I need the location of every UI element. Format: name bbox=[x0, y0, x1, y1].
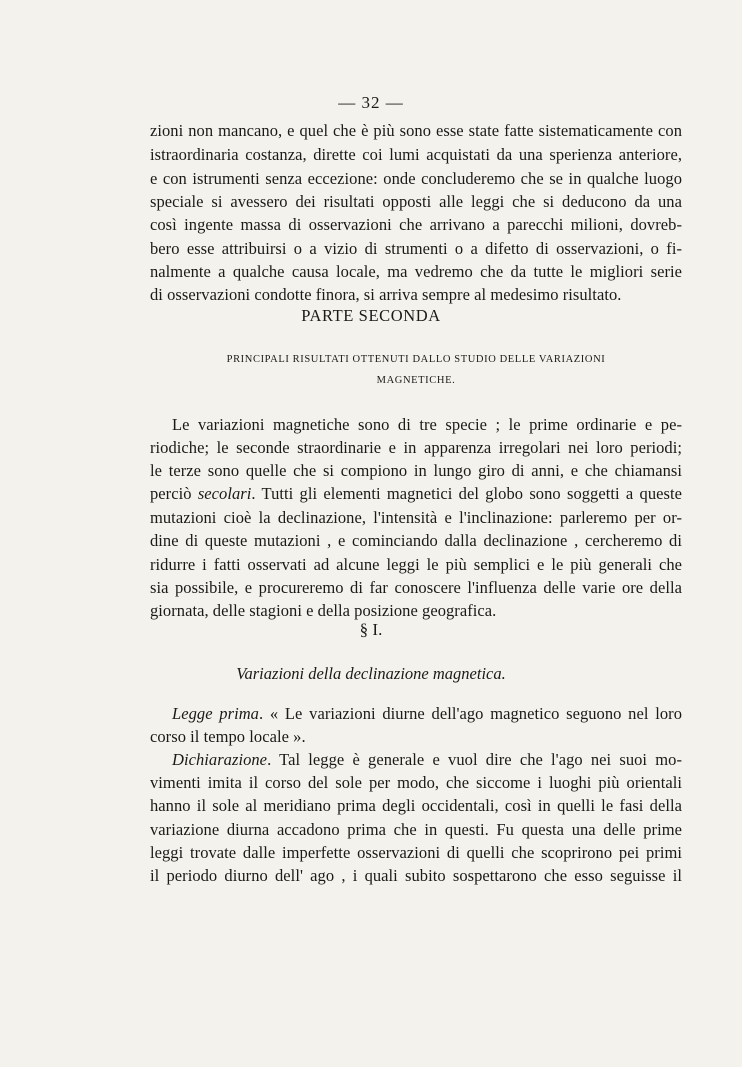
text-line: Le variazioni magnetiche sono di tre specie ; le prime ordinarie e pe- bbox=[172, 415, 682, 434]
text-line: ridurre i fatti osservati ad alcune leggi le più semplici e le più generali che bbox=[150, 555, 682, 574]
text-line: hanno il sole al meridiano prima degli occidentali, così in quelli le fasi della bbox=[150, 796, 682, 815]
text-line: le terze sono quelle che si compiono in lungo giro di anni, e che chiamansi bbox=[150, 461, 682, 480]
text-line: così ingente massa di osservazioni che arrivano a parecchi milioni, dovreb- bbox=[150, 215, 682, 234]
text-line: e con istrumenti senza eccezione: onde concluderemo che se in qualche luogo bbox=[150, 169, 682, 188]
declaration-label: Dichiarazione bbox=[172, 750, 268, 769]
text-line: mutazioni cioè la declinazione, l'intensità e l'inclinazione: parleremo per or- bbox=[150, 508, 682, 527]
text-run: perciò bbox=[150, 484, 198, 503]
text-line: zioni non mancano, e quel che è più sono esse state fatte sistematicamente con bbox=[150, 121, 682, 140]
law-label: Legge prima bbox=[172, 704, 259, 723]
text-line: sia possibile, e procureremo di far conoscere l'influenza delle varie ore della bbox=[150, 578, 682, 597]
text-line: giornata, delle stagioni e della posizione geografica. bbox=[150, 601, 497, 620]
text-line: di osservazioni condotte finora, si arriva sempre al medesimo risultato. bbox=[150, 285, 622, 304]
section-mark: § I. bbox=[359, 620, 383, 639]
part-subheading-cont: MAGNETICHE. bbox=[376, 375, 456, 386]
text-run: . Tutti gli elementi magnetici del globo sono soggetti a queste bbox=[251, 484, 683, 503]
text-line: variazione diurna accadono prima che in questi. Fu questa una delle prime bbox=[150, 820, 682, 839]
text-line: il periodo diurno dell' ago , i quali subito sospettarono che esso seguisse il bbox=[150, 866, 682, 885]
text-line bbox=[172, 703, 682, 724]
text-line: riodiche; le seconde straordinarie e in apparenza irregolari nei loro periodi; bbox=[150, 438, 682, 457]
emphasis: secolari bbox=[197, 484, 252, 503]
text-line bbox=[172, 749, 682, 770]
section-title: Variazioni della declinazione magnetica. bbox=[236, 664, 506, 683]
text-line: dine di queste mutazioni , e cominciando dalla declinazione , cercheremo di bbox=[150, 531, 682, 550]
text-line: corso il tempo locale ». bbox=[150, 727, 306, 746]
part-heading: PARTE SECONDA bbox=[301, 306, 441, 325]
text-run: . « Le variazioni diurne dell'ago magnetico seguono nel loro bbox=[258, 704, 683, 723]
text-line bbox=[150, 483, 682, 504]
text-line: nalmente a qualche causa locale, ma vedremo che da tutte le migliori serie bbox=[150, 262, 682, 281]
text-line: bero esse attribuirsi o a vizio di strumenti o a difetto di osservazioni, o fi- bbox=[150, 239, 682, 258]
text-line: leggi trovate dalle imperfette osservazioni di quelli che scoprirono pei primi bbox=[150, 843, 682, 862]
page-number: — 32 — bbox=[338, 93, 404, 112]
part-subheading: PRINCIPALI RISULTATI OTTENUTI DALLO STUDIO DELLE VARIAZIONI bbox=[226, 354, 606, 365]
text-line: vimenti imita il corso del sole per modo, che siccome i luoghi più orientali bbox=[150, 773, 682, 792]
text-line: istraordinaria costanza, dirette coi lumi acquistati da una sperienza anteriore, bbox=[150, 145, 682, 164]
text-run: . Tal legge è generale e vuol dire che l'ago nei suoi mo- bbox=[267, 750, 682, 769]
text-line: speciale si avessero dei risultati opposti alle leggi che si deducono da una bbox=[150, 192, 682, 211]
